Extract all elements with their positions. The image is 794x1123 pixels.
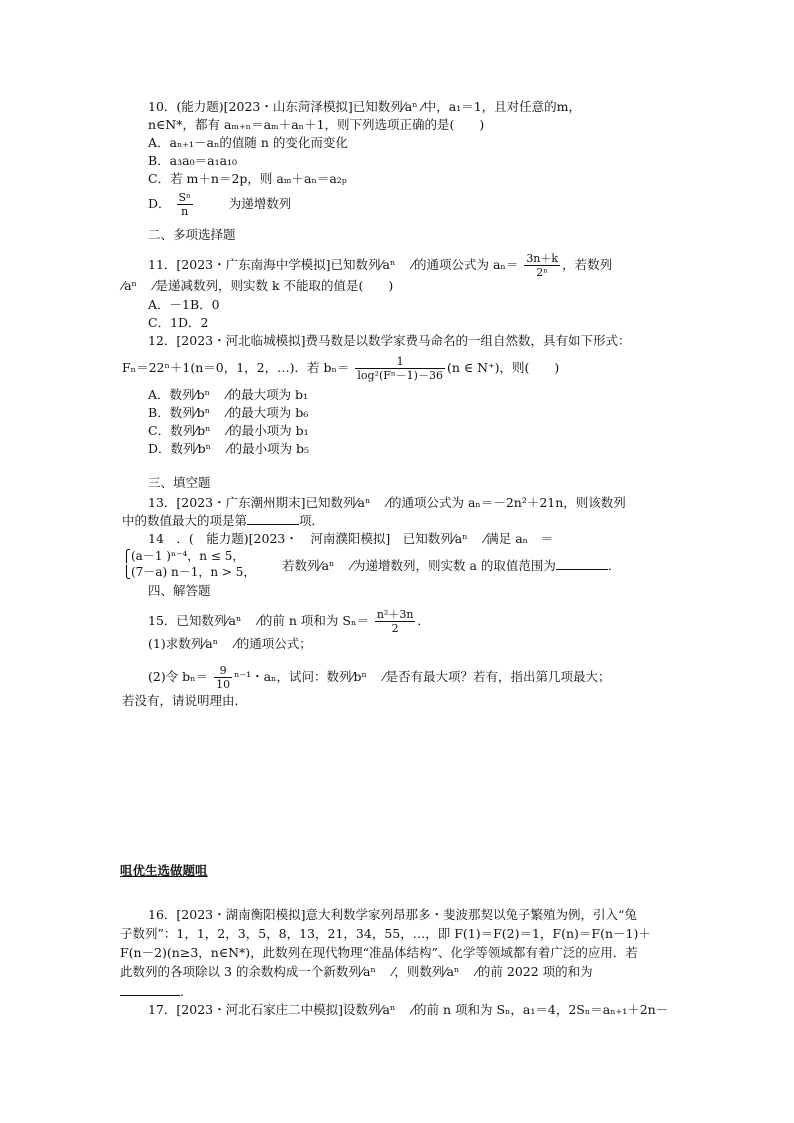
q10-option-b: B．a₃a₀＝a₁a₁₀ [148,153,238,168]
q10-line1: 10．(能力题)[2023・山东菏泽模拟]已知数列⁄aⁿ ⁄中，a₁＝1，且对任意的m， [148,99,582,114]
q16-line3: F(n－2)(n≥3，n∈N*)，此数列在现代物理“准晶体结构”、化学等领域都有着广泛的应用．若 [120,945,638,960]
q11-fraction: $\frac{3n+k}{\text{2ⁿ}}$ [526,252,559,279]
q13-answer-blank [247,512,299,525]
q12-option-a: A．数列⁄bⁿ ⁄的最大项为 b₁ [148,387,309,402]
q16-line4: 此数列的各项除以 3 的余数构成一个新数列⁄aⁿ ⁄，则数列⁄aⁿ ⁄的前 2022 项的和为 [120,964,593,979]
section-heading-answer: 四、解答题 [148,583,211,598]
q12-fraction: $\frac{1}{\text{log²(Fⁿ－1)－36}}$ [357,355,443,382]
q10-option-a: A．aₙ₊₁－aₙ的值随 n 的变化而变化 [148,135,348,150]
q14-answer-blank [556,557,608,570]
q15-part1: (1)求数列⁄aⁿ ⁄的通项公式； [148,636,312,651]
q17-line1: 17．[2023・河北石家庄二中模拟]设数列⁄aⁿ ⁄的前 n 项和为 Sₙ，a₁＝4，2Sₙ＝aₙ₊₁＋2n－ [148,1002,669,1017]
q14-piecewise: ⎧(a－1 )ⁿ⁻⁴，n ≤ 5， ⎩(7－a) n－1，n > 5， [122,549,256,579]
q15-part2: (2)令 bₙ＝ $\frac{9}{10}$ ⁿ⁻¹・aₙ，试问：数列⁄bⁿ ⁄是否有最大项？若有，指出第几项最大； [148,664,611,691]
q13-line2: 中的数值最大的项是第 项． [122,513,325,528]
q13-line1: 13．[2023・广东潮州期末]已知数列⁄aⁿ ⁄的通项公式为 aₙ＝－2n²＋21n，则该数列 [148,495,626,510]
q15-line1: 15．已知数列⁄aⁿ ⁄的前 n 项和为 Sₙ＝ $\frac{\text{n²＋3n}}{2}$ ． [148,608,430,635]
q11-line2: ⁄aⁿ ⁄是递减数列，则实数 k 不能取的值是( ) [122,278,394,293]
q14-line1: 14 ．( 能力题)[2023・ 河南濮阳模拟] 已知数列⁄aⁿ ⁄满足 aₙ ＝ [148,531,554,546]
q12-option-b: B．数列⁄bⁿ ⁄的最大项为 b₆ [148,405,309,420]
q12-option-d: D．数列⁄bⁿ ⁄的最小项为 b₅ [148,441,310,456]
q16-answer-line: ． [120,983,193,1001]
q10-line2: n∈N*，都有 aₘ₊ₙ＝aₘ＋aₙ＋1，则下列选项正确的是( ) [148,117,485,132]
q15-part2-line2: 若没有，请说明理由． [122,693,248,708]
q11-line1: 11．[2023・广东南海中学模拟]已知数列⁄aⁿ ⁄的通项公式为 aₙ＝ $\frac{3n+k}{\text{2ⁿ}}$ ，若数列 [148,252,613,279]
q12-option-c: C．数列⁄bⁿ ⁄的最小项为 b₁ [148,423,309,438]
section-heading-choice: 咀优生选做题咀 [120,863,208,878]
q12-line1: 12．[2023・河北临城模拟]费马数是以数学家费马命名的一组自然数，具有如下形式： [148,333,631,348]
q11-options-cd: C．1D．2 [148,315,209,330]
q12-line2: Fₙ＝22ⁿ＋1(n＝0，1，2，…)．若 bₙ＝ $\frac{1}{\text{log²(Fⁿ－1)－36}}$ (n ∈ N⁺)，则( ) [122,355,560,382]
q16-line1: 16．[2023・湖南衡阳模拟]意大利数学家列昂那多・斐波那契以兔子繁殖为例，引入“兔 [148,907,637,922]
q14-line2: 若数列⁄aⁿ ⁄为递增数列，则实数 a 的取值范围为 ． [282,558,621,573]
q10-option-c: C．若 m＋n＝2p，则 aₘ＋aₙ＝a₂ₚ [148,171,347,186]
q15-fraction: $\frac{\text{n²＋3n}}{2}$ [376,608,414,635]
q16-line2: 子数列”：1，1，2，3，5，8，13，21，34，55，…，即 F(1)＝F(2)＝1，F(n)＝F(n－1)＋ [120,926,651,941]
q10-option-d: D． $\frac{\text{Sⁿ}}{n}$ 为递增数列 [148,191,292,218]
section-heading-multi: 二、多项选择题 [148,227,236,242]
q10-d-fraction: $\frac{\text{Sⁿ}}{n}$ [178,191,191,218]
q16-answer-blank [120,983,180,996]
section-heading-fill: 三、填空题 [148,475,211,490]
q15-part2-fraction: $\frac{9}{10}$ [216,664,231,691]
q11-options-ab: A．－1B．0 [148,297,220,312]
